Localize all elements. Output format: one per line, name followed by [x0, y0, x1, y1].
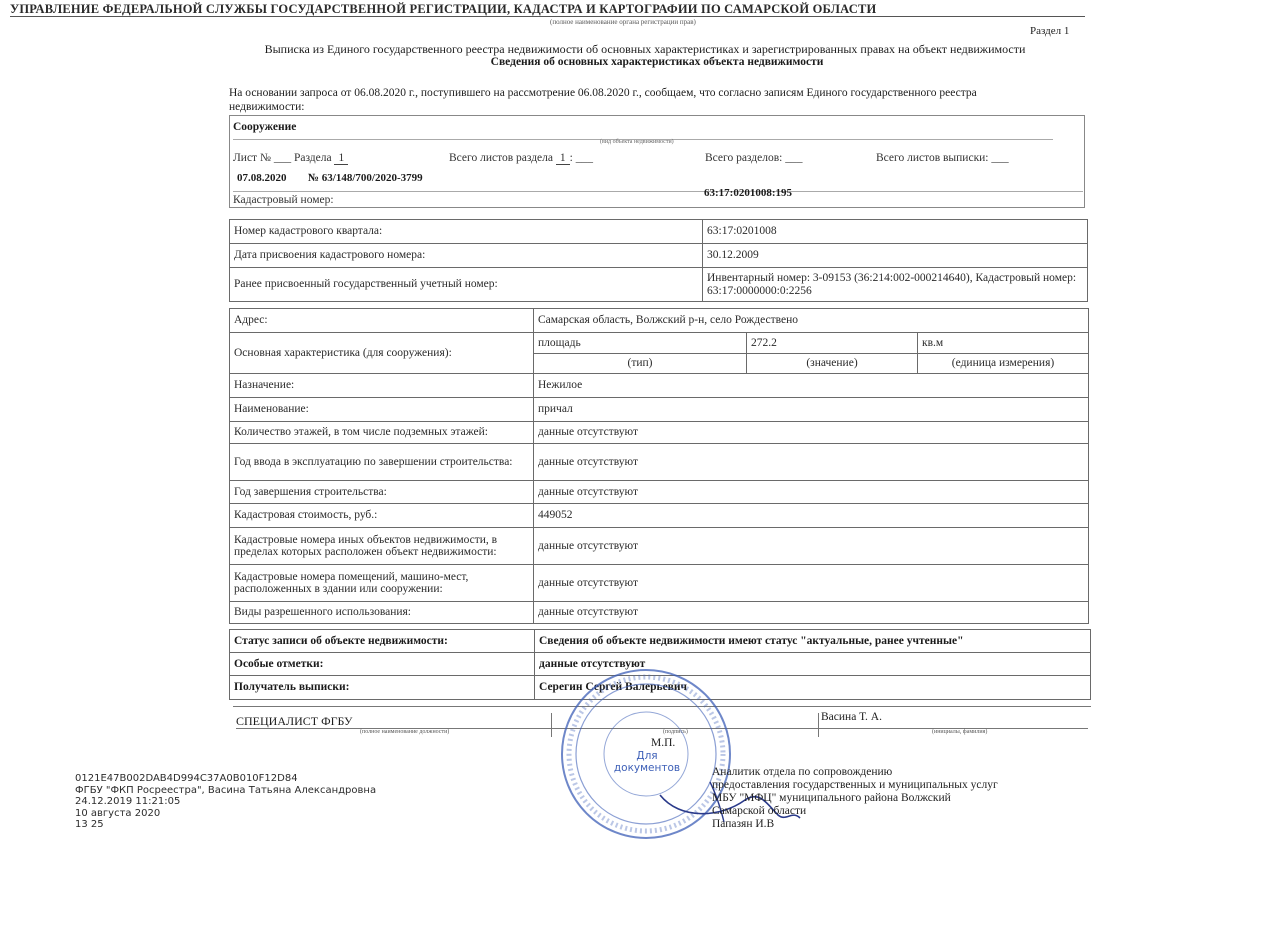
row-label: Назначение: [230, 374, 534, 398]
signature-line: 0121E47B002DAB4D994C37A0B010F12D84 [75, 773, 298, 784]
certification-line: МБУ "МФЦ" муниципального района Волжский [712, 792, 951, 804]
row-label: Кадастровые номера иных объектов недвижимости, в пределах которых расположен объект недвижимости: [230, 528, 534, 565]
row-label: Год ввода в эксплуатацию по завершении строительства: [230, 444, 534, 481]
characteristics-table [229, 308, 1089, 624]
extract-number: № 63/148/700/2020-3799 [308, 172, 423, 184]
total-sheets [876, 152, 1009, 164]
row-value: Сведения об объекте недвижимости имеют статус "актуальные, ранее учтенные" [535, 630, 1091, 653]
row-value: данные отсутствуют [534, 481, 1089, 504]
row-label: Количество этажей, в том числе подземных этажей: [230, 422, 534, 444]
row-label: Кадастровая стоимость, руб.: [230, 504, 534, 528]
row-value: данные отсутствуют [535, 653, 1091, 676]
object-header-box [229, 115, 1085, 208]
extract-date: 07.08.2020 [237, 172, 287, 184]
total-sheets-razdel-value: 1 [556, 152, 570, 165]
table-row [230, 602, 1089, 624]
row-value: данные отсутствуют [534, 528, 1089, 565]
specialist-position: СПЕЦИАЛИСТ ФГБУ [236, 714, 353, 728]
table-row [230, 333, 1089, 354]
signature-line: ФГБУ "ФКП Росреестра", Васина Татьяна Александровна [75, 784, 377, 796]
signature-line: 24.12.2019 11:21:05 [75, 796, 181, 807]
certification-line: Самарской области [712, 805, 807, 817]
main-char-type: площадь [534, 333, 747, 354]
row-label: Кадастровые номера помещений, машино-мест, расположенных в здании или сооружении: [230, 565, 534, 602]
row-label: Номер кадастрового квартала: [230, 220, 703, 244]
total-sheets-value: ___ [991, 152, 1009, 164]
total-sheets-label: Всего листов выписки: [876, 152, 989, 164]
row-value: 63:17:0201008 [703, 220, 1088, 244]
total-razdels [705, 152, 802, 164]
table-row [230, 630, 1091, 653]
table-row [230, 528, 1089, 565]
main-char-type-hint: (тип) [534, 354, 747, 374]
section-label: Раздел 1 [1030, 25, 1070, 37]
signature-hint: (подпись) [663, 729, 688, 735]
signature-divider [551, 713, 552, 737]
row-value: Инвентарный номер: 3-09153 (36:214:002-000214640), Кадастровый номер: 63:17:0000000:0:2256 [703, 268, 1088, 302]
organization-name: УПРАВЛЕНИЕ ФЕДЕРАЛЬНОЙ СЛУЖБЫ ГОСУДАРСТВЕННОЙ РЕГИСТРАЦИИ, КАДАСТРА И КАРТОГРАФИИ ПО САМАРСКОЙ ОБЛАСТИ [10, 2, 1085, 17]
main-char-value-hint: (значение) [747, 354, 918, 374]
row-label: Статус записи об объекте недвижимости: [230, 630, 535, 653]
row-label: Дата присвоения кадастрового номера: [230, 244, 703, 268]
row-label: Год завершения строительства: [230, 481, 534, 504]
sheet-info [233, 152, 348, 164]
row-label: Получатель выписки: [230, 676, 535, 700]
certification-line: Папазян И.В [712, 818, 775, 830]
table-row [230, 481, 1089, 504]
cadastral-value: 63:17:0201008:195 [704, 187, 792, 199]
total-razdels-value: ___ [785, 152, 803, 164]
razdel-label: Раздела [293, 152, 332, 164]
table-row [230, 504, 1089, 528]
certification [712, 766, 998, 831]
row-value: 449052 [534, 504, 1089, 528]
certification-line: Аналитик отдела по сопровождению [712, 766, 893, 778]
row-value: данные отсутствуют [534, 565, 1089, 602]
table-row [230, 220, 1088, 244]
position-hint: (полное наименование должности) [360, 729, 450, 735]
registration-table [229, 219, 1088, 302]
main-char-unit: кв.м [918, 333, 1089, 354]
table-row [230, 444, 1089, 481]
row-value: данные отсутствуют [534, 422, 1089, 444]
table-row [230, 398, 1089, 422]
table-row [230, 244, 1088, 268]
main-char-label: Основная характеристика (для сооружения): [230, 333, 534, 374]
sheet-value: ___ [273, 152, 292, 164]
row-value: данные отсутствуют [534, 602, 1089, 624]
row-value: Серегин Сергей Валерьевич [535, 676, 1091, 700]
address-value: Самарская область, Волжский р-н, село Рождествено [534, 309, 1089, 333]
table-row [230, 374, 1089, 398]
row-label: Особые отметки: [230, 653, 535, 676]
signature-line: 10 августа 2020 [75, 807, 161, 819]
total-sheets-razdel [449, 152, 593, 164]
document-title: Выписка из Единого государственного реестра недвижимости об основных характеристиках и зарегистрированных правах на объект недвижимости [264, 42, 1026, 56]
cadastral-label: Кадастровый номер: [233, 194, 334, 206]
table-row [230, 309, 1089, 333]
total-razdels-label: Всего разделов: [705, 152, 783, 164]
table-row [230, 565, 1089, 602]
name-hint: (инициалы, фамилия) [932, 729, 988, 735]
total-sheets-razdel-label: Всего листов раздела [449, 152, 553, 164]
row-value: причал [534, 398, 1089, 422]
certification-line: предоставления государственных и муниципальных услуг [712, 779, 998, 791]
row-value: Нежилое [534, 374, 1089, 398]
sheet-label: Лист № [233, 152, 271, 164]
address-label: Адрес: [230, 309, 534, 333]
digital-signature [75, 773, 376, 831]
row-label: Ранее присвоенный государственный учетный номер: [230, 268, 703, 302]
document-subtitle: Сведения об основных характеристиках объекта недвижимости [490, 56, 824, 68]
row-label: Наименование: [230, 398, 534, 422]
main-char-value: 272.2 [747, 333, 918, 354]
row-value: данные отсутствуют [534, 444, 1089, 481]
organization-hint: (полное наименование органа регистрации прав) [550, 18, 696, 26]
table-row [230, 422, 1089, 444]
signature-line: 13 25 [75, 819, 104, 830]
table-row [230, 268, 1088, 302]
row-label: Виды разрешенного использования: [230, 602, 534, 624]
stamp-center-text: Для документов [613, 750, 681, 774]
total-sheets-razdel-tail: : ___ [569, 152, 593, 164]
object-type-hint: (вид объекта недвижимости) [600, 139, 674, 145]
object-type: Сооружение [233, 121, 297, 133]
row-value: 30.12.2009 [703, 244, 1088, 268]
razdel-value: 1 [334, 152, 348, 165]
main-char-unit-hint: (единица измерения) [918, 354, 1089, 374]
basis-text: На основании запроса от 06.08.2020 г., поступившего на рассмотрение 06.08.2020 г., сообщаем, что согласно записям Единого государственного реестра недвижимости: [229, 87, 977, 113]
specialist-name: Васина Т. А. [821, 711, 882, 723]
cadastral-divider [233, 191, 1083, 192]
signature-divider [818, 713, 819, 737]
mp-label: М.П. [651, 737, 676, 749]
